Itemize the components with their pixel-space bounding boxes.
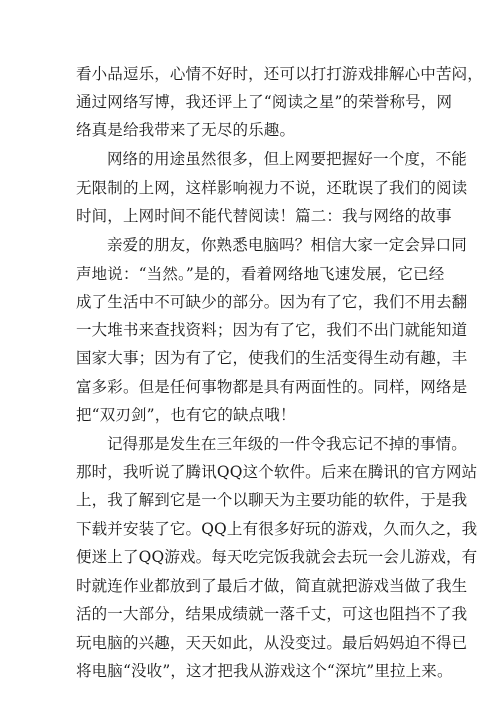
text-line: 把“双刃剑”，也有它的缺点哦！ bbox=[76, 406, 296, 424]
text-line: 声地说：“当然。”是的，看着网络地飞速发展，它已经 bbox=[76, 265, 445, 283]
text-line: 将电脑“没收”，这才把我从游戏这个“深坑”里拉上来。 bbox=[76, 662, 453, 680]
text-line: 看小品逗乐，心情不好时，还可以打打游戏排解心中苦闷， bbox=[76, 65, 483, 83]
text-line: 络真是给我带来了无尽的乐趣。 bbox=[76, 121, 296, 139]
text-line: 上，我了解到它是一个以聊天为主要功能的软件，于是我 bbox=[76, 491, 468, 509]
text-line: 国家大事；因为有了它，使我们的生活变得生动有趣，丰 bbox=[76, 349, 468, 367]
text-line: 时就连作业都放到了最后才做，简直就把游戏当做了我生 bbox=[76, 577, 468, 595]
text-line: 时间，上网时间不能代替阅读！篇二：我与网络的故事 bbox=[76, 207, 452, 225]
text-line: 无限制的上网，这样影响视力不说，还耽误了我们的阅读 bbox=[76, 179, 468, 197]
text-line: 下载并安装了它。QQ上有很多好玩的游戏，久而久之，我 bbox=[76, 520, 478, 538]
paragraph-first-line: 亲爱的朋友，你熟悉电脑吗？相信大家一定会异口同 bbox=[107, 236, 467, 254]
paragraph-first-line: 记得那是发生在三年级的一件令我忘记不掉的事情。 bbox=[107, 435, 467, 453]
text-line: 活的一大部分，结果成绩就一落千丈，可这也阻挡不了我 bbox=[76, 605, 468, 623]
text-line: 那时，我听说了腾讯QQ这个软件。后来在腾讯的官方网站 bbox=[76, 463, 478, 481]
text-line: 富多彩。但是任何事物都是具有两面性的。同样，网络是 bbox=[76, 378, 468, 396]
text-line: 成了生活中不可缺少的部分。因为有了它，我们不用去翻 bbox=[76, 293, 468, 311]
text-line: 通过网络写博，我还评上了“阅读之星”的荣誉称号，网 bbox=[76, 93, 453, 111]
text-line: 玩电脑的兴趣，天天如此，从没变过。最后妈妈迫不得已 bbox=[76, 634, 468, 652]
paragraph-first-line: 网络的用途虽然很多，但上网要把握好一个度，不能 bbox=[107, 150, 467, 168]
text-line: 便迷上了QQ游戏。每天吃完饭我就会去玩一会儿游戏，有 bbox=[76, 548, 478, 566]
text-line: 一大堆书来查找资料；因为有了它，我们不出门就能知道 bbox=[76, 321, 468, 339]
